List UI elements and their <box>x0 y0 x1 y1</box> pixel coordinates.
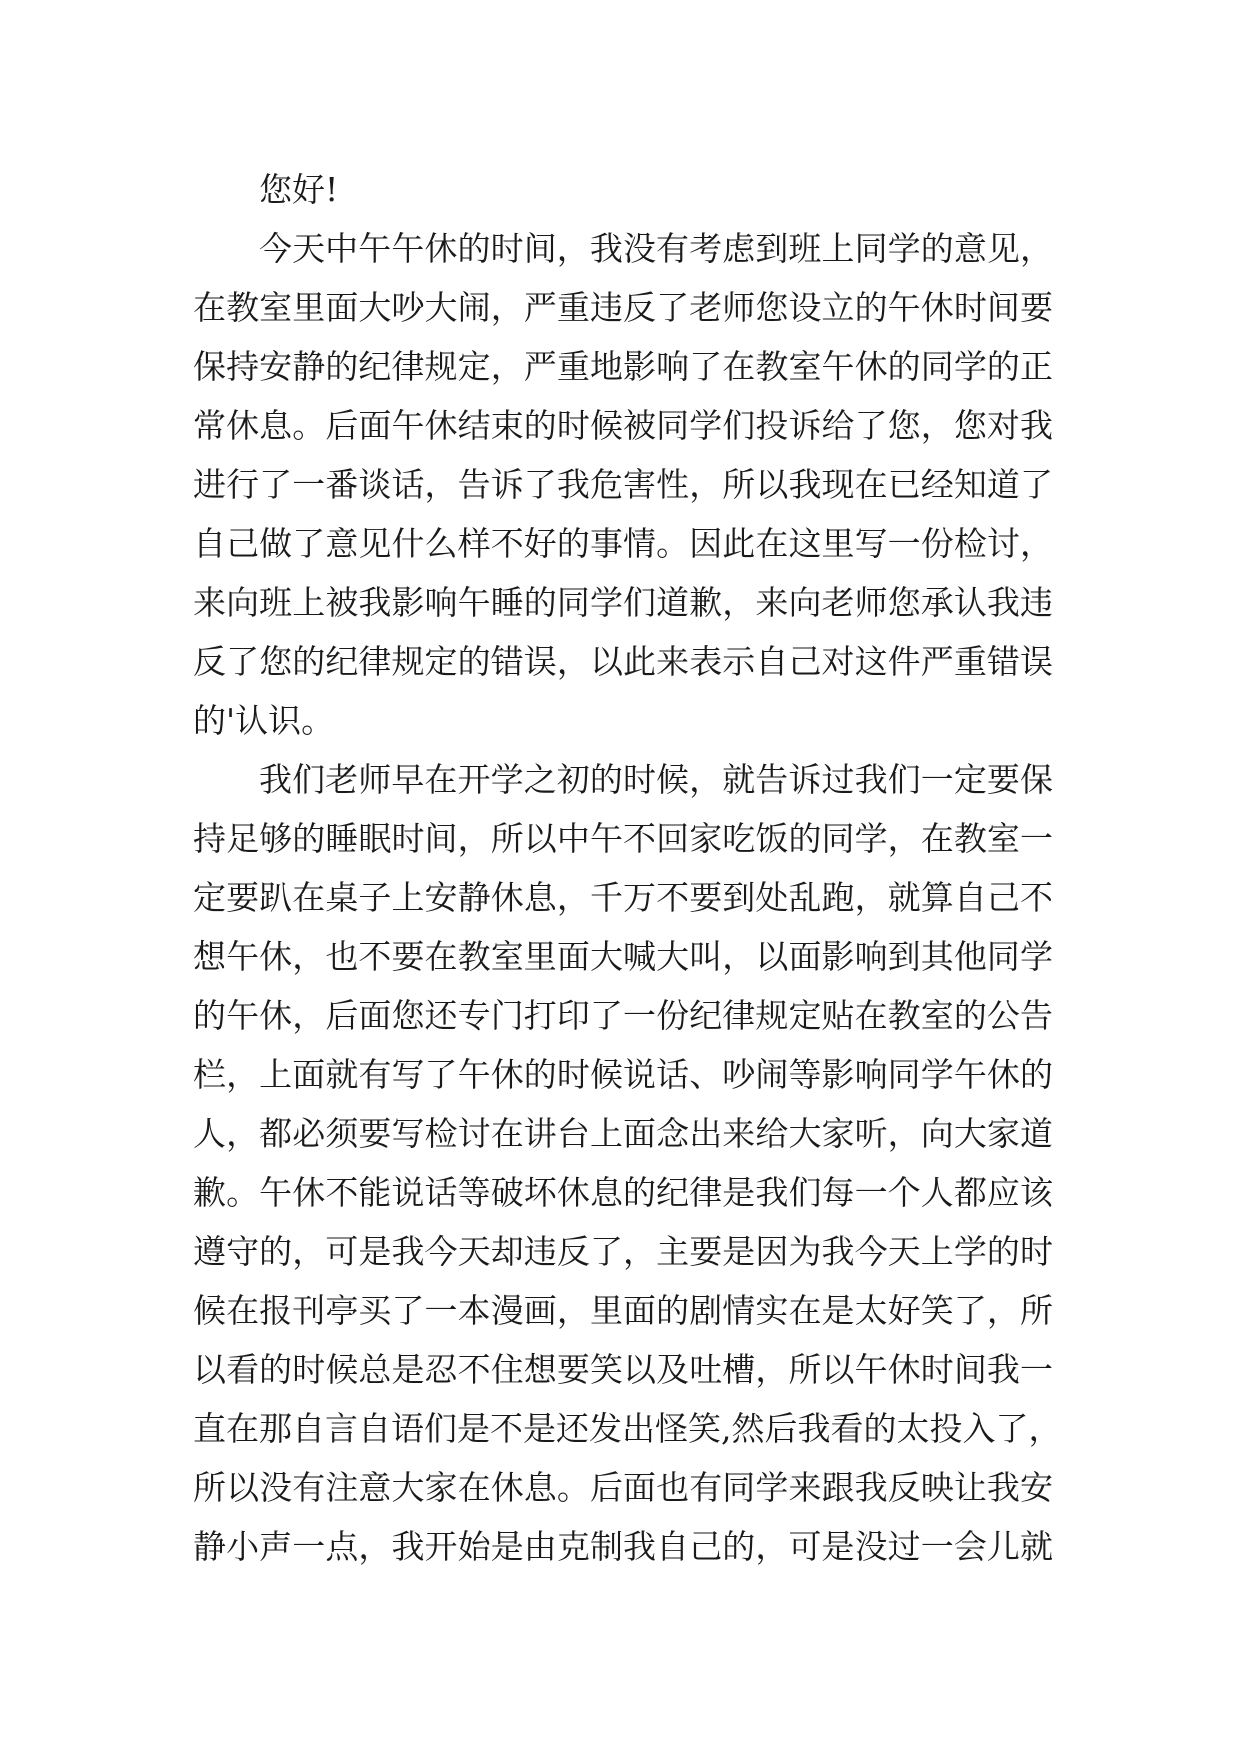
text-line: 持足够的睡眠时间，所以中午不回家吃饭的同学，在教室一 <box>193 819 1053 858</box>
text-line: 反了您的纪律规定的错误，以此来表示自己对这件严重错误 <box>193 642 1053 681</box>
text-line: 我们老师早在开学之初的时候，就告诉过我们一定要保 <box>259 760 1053 799</box>
text-line: 遵守的，可是我今天却违反了，主要是因为我今天上学的时 <box>193 1232 1053 1271</box>
text-line: 在教室里面大吵大闹，严重违反了老师您设立的午休时间要 <box>193 288 1053 327</box>
text-line: 以看的时候总是忍不住想要笑以及吐槽，所以午休时间我一 <box>193 1350 1053 1389</box>
paragraph-2 <box>193 750 1062 1576</box>
text-line: 定要趴在桌子上安静休息，千万不要到处乱跑，就算自己不 <box>193 878 1053 917</box>
text-line: 静小声一点，我开始是由克制我自己的，可是没过一会儿就 <box>193 1527 1053 1566</box>
text-line: 常休息。后面午休结束的时候被同学们投诉给了您，您对我 <box>193 406 1053 445</box>
text-line: 自己做了意见什么样不好的事情。因此在这里写一份检讨， <box>193 524 1053 563</box>
greeting: 您好! <box>259 170 339 209</box>
text-line: 的午休，后面您还专门打印了一份纪律规定贴在教室的公告 <box>193 996 1053 1035</box>
text-line: 的'认识。 <box>193 701 335 740</box>
text-line: 歉。午休不能说话等破坏休息的纪律是我们每一个人都应该 <box>193 1173 1053 1212</box>
text-line: 想午休，也不要在教室里面大喊大叫，以面影响到其他同学 <box>193 937 1053 976</box>
text-line: 来向班上被我影响午睡的同学们道歉，来向老师您承认我违 <box>193 583 1053 622</box>
text-line: 人，都必须要写检讨在讲台上面念出来给大家听，向大家道 <box>193 1114 1053 1153</box>
text-line: 候在报刊亭买了一本漫画，里面的剧情实在是太好笑了，所 <box>193 1291 1053 1330</box>
text-line: 今天中午午休的时间，我没有考虑到班上同学的意见， <box>259 229 1053 268</box>
text-line: 进行了一番谈话，告诉了我危害性，所以我现在已经知道了 <box>193 465 1053 504</box>
document-body <box>193 160 1062 1576</box>
text-line: 栏，上面就有写了午休的时候说话、吵闹等影响同学午休的 <box>193 1055 1053 1094</box>
text-line: 直在那自言自语们是不是还发出怪笑,然后我看的太投入了， <box>193 1409 1062 1448</box>
paragraph-1 <box>193 219 1053 750</box>
text-line: 保持安静的纪律规定，严重地影响了在教室午休的同学的正 <box>193 347 1053 386</box>
text-line: 所以没有注意大家在休息。后面也有同学来跟我反映让我安 <box>193 1468 1053 1507</box>
